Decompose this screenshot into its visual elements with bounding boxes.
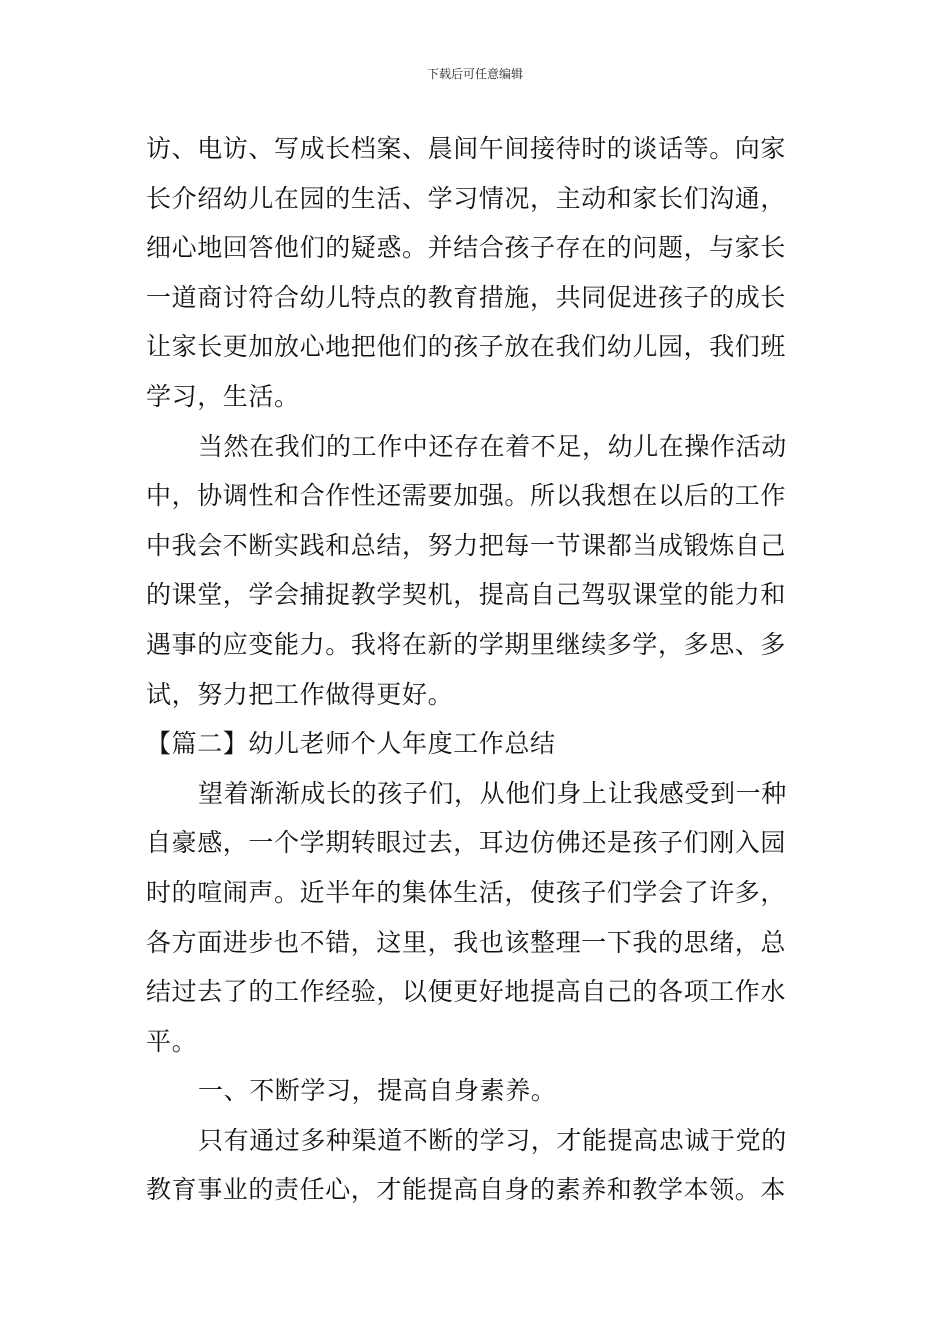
- paragraph-start-line: 当然在我们的工作中还存在着不足，幼儿在操作活动: [198, 431, 787, 461]
- text-line: 试，努力把工作做得更好。: [146, 679, 454, 709]
- text-line: 访、电访、写成长档案、晨间午间接待时的谈话等。向家: [146, 134, 787, 163]
- text-line: 中我会不断实践和总结，努力把每一节课都当成锻炼自己: [146, 530, 787, 560]
- text-line: 遇事的应变能力。我将在新的学期里继续多学，多思、多: [146, 629, 787, 659]
- paragraph-start-line: 望着渐渐成长的孩子们，从他们身上让我感受到一种: [198, 778, 787, 808]
- text-line: 一道商讨符合幼儿特点的教育措施，共同促进孩子的成长: [146, 282, 787, 312]
- text-line: 让家长更加放心地把他们的孩子放在我们幼儿园，我们班: [146, 332, 787, 362]
- text-line: 的课堂，学会捕捉教学契机，提高自己驾驭课堂的能力和: [146, 580, 787, 610]
- paragraph-start-line: 只有通过多种渠道不断的学习，才能提高忠诚于党的: [198, 1125, 787, 1155]
- text-line: 各方面进步也不错，这里，我也该整理一下我的思绪，总: [146, 927, 787, 957]
- text-line: 学习，生活。: [146, 381, 300, 411]
- text-line: 结过去了的工作经验，以便更好地提高自己的各项工作水: [146, 977, 787, 1007]
- page-header: 下载后可任意编辑: [426, 67, 523, 81]
- text-line: 时的喧闹声。近半年的集体生活，使孩子们学会了许多，: [146, 877, 787, 907]
- text-line: 中，协调性和合作性还需要加强。所以我想在以后的工作: [146, 481, 787, 511]
- text-line: 自豪感，一个学期转眼过去，耳边仿佛还是孩子们刚入园: [146, 828, 787, 858]
- text-line: 教育事业的责任心，才能提高自身的素养和教学本领。本: [146, 1175, 787, 1205]
- text-line: 长介绍幼儿在园的生活、学习情况，主动和家长们沟通，: [146, 183, 787, 213]
- document-body: [146, 124, 811, 1215]
- section-heading: 【篇二】幼儿老师个人年度工作总结: [146, 729, 556, 759]
- text-line: 平。: [146, 1026, 198, 1056]
- subsection-heading: 一、不断学习，提高自身素养。: [198, 1076, 557, 1106]
- text-line: 细心地回答他们的疑惑。并结合孩子存在的问题，与家长: [146, 233, 787, 263]
